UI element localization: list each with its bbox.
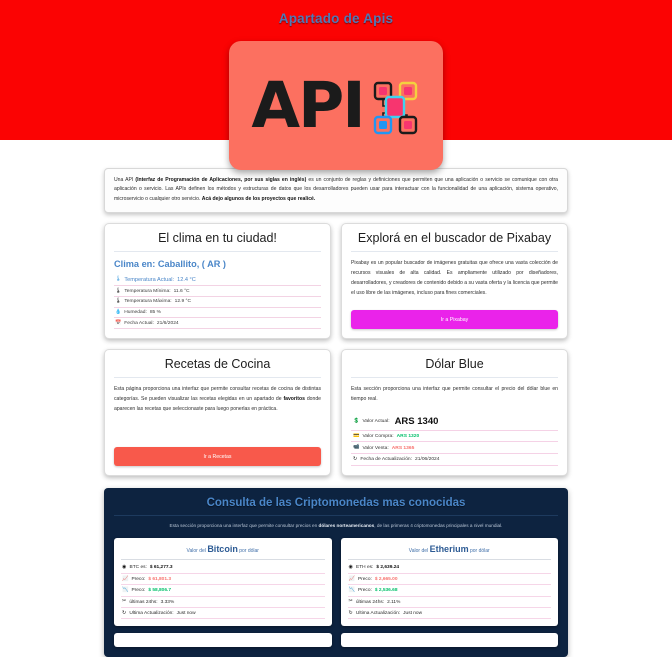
weather-row-max-temp <box>114 297 321 308</box>
weather-value: 12.9 °C <box>174 299 192 305</box>
dolar-card-body: Esta sección proporciona una interfaz que permite consultar el precio del dólar blue en tiempo real. <box>351 386 558 403</box>
crypto-section-subtitle <box>114 516 558 538</box>
calendar-icon: 📅 <box>115 319 122 326</box>
cards-row-2 <box>104 349 568 476</box>
recetas-text-1: Esta página proporciona una interfaz que permite consultar recetas de cocina de distintas categorías. Se pueden visualizar las recetas elegidas en un apartado de <box>114 386 321 403</box>
trend-down-icon: 📉 <box>122 587 129 594</box>
title-post: por dólar <box>468 547 490 554</box>
crypto-row-price-btc <box>121 563 325 574</box>
weather-label: Humedad: <box>124 310 147 316</box>
refresh-icon: ↻ <box>348 609 353 616</box>
intro-lead: Una API <box>114 177 136 183</box>
crypto-value: $ 2,665.00 <box>374 576 398 582</box>
crypto-label: Ultima Actualización: <box>355 610 401 616</box>
weather-card-title: El clima en tu ciudad! <box>114 231 321 252</box>
weather-label: Fecha Actual: <box>124 320 154 326</box>
crypto-sub-1: Esta sección proporciona una interfaz que permite consultar precios en <box>169 523 319 528</box>
crypto-label: Ultima Actualización: <box>129 610 174 616</box>
thermometer-low-icon: 🌡 <box>115 287 122 294</box>
crypto-row-price-eth <box>348 563 552 574</box>
weather-row-date <box>114 318 321 329</box>
hero-banner <box>0 0 672 140</box>
crypto-value: 3.33% <box>160 599 175 605</box>
dolar-value-updated: 21/06/2024 <box>415 457 440 463</box>
crypto-section <box>104 488 568 657</box>
crypto-row-high-btc <box>121 574 325 585</box>
weather-data-list <box>114 274 321 329</box>
coin-name: Etherium <box>429 543 469 554</box>
crypto-card-title-etherium <box>348 544 552 560</box>
crypto-row-updated-eth <box>348 608 552 619</box>
dolar-value-compra: ARS 1320 <box>396 433 420 439</box>
dolar-value-actual: ARS 1340 <box>394 416 439 428</box>
crypto-cards-row-2-partial <box>114 633 558 647</box>
crypto-sub-2: , de las primeras 4 criptomonedas principales a nivel mundial. <box>374 523 503 528</box>
sell-icon: 📹 <box>353 444 360 451</box>
pixabay-card-title: Explorá en el buscador de Pixabay <box>351 231 558 252</box>
crypto-card-etherium <box>341 538 559 627</box>
crypto-card-bitcoin <box>114 538 332 627</box>
crypto-value: Just now <box>403 610 423 616</box>
crypto-value: $ 61,801.3 <box>148 576 172 582</box>
title-pre: Valor del <box>186 547 208 554</box>
dolar-data-list <box>351 413 558 466</box>
main-content <box>0 140 672 657</box>
pixabay-card-body: Pixabay es un popular buscador de imágenes gratuitas que ofrece una vasta colección de recursos visuales de alta calidad. Es ampliamente utilizado por diseñadores, desarrolladores, y creadores de contenido debido a su vasta oferta y la licencia que permite el uso libre de las imágenes, incluso para fines comerciales. <box>351 260 558 297</box>
dolar-card <box>341 349 568 476</box>
percent-icon: ✂ <box>348 598 353 605</box>
recetas-card-title: Recetas de Cocina <box>114 357 321 378</box>
weather-label: Temperatura Máxima: <box>124 299 172 305</box>
weather-card <box>104 223 331 339</box>
pixabay-card <box>341 223 568 339</box>
weather-row-humidity <box>114 308 321 319</box>
cards-row-1 <box>104 223 568 339</box>
recetas-bold-favoritos: favoritos <box>283 396 305 403</box>
crypto-label: ETH es: <box>356 565 374 571</box>
recetas-card <box>104 349 331 476</box>
crypto-cards-row-1 <box>114 538 558 627</box>
title-pre: Valor del <box>408 547 430 554</box>
refresh-icon: ↻ <box>353 456 358 463</box>
crypto-row-low-eth <box>348 585 552 596</box>
dolar-label: Fecha de Actualización: <box>360 457 413 463</box>
weather-value: 21/6/2024 <box>156 320 179 326</box>
recetas-card-body <box>114 385 321 415</box>
trend-up-icon: 📈 <box>122 575 129 582</box>
thermometer-high-icon: 🌡 <box>115 298 122 305</box>
dollar-icon: 💲 <box>353 417 360 424</box>
api-logo-text: API <box>251 68 364 142</box>
weather-value: 11.6 °C <box>173 288 190 294</box>
dolar-row-updated <box>351 454 558 466</box>
weather-value: 85 % <box>149 310 161 316</box>
crypto-row-updated-btc <box>121 608 325 619</box>
api-logo-card <box>229 41 443 170</box>
crypto-row-change-eth <box>348 597 552 608</box>
crypto-row-high-eth <box>348 574 552 585</box>
crypto-label: Preco: <box>357 576 372 582</box>
weather-label: Temperatura Actual: <box>124 276 175 283</box>
crypto-row-change-btc <box>121 597 325 608</box>
intro-description <box>104 168 568 213</box>
crypto-section-title: Consulta de las Criptomonedas mas conocidas <box>114 497 558 516</box>
trend-down-icon: 📉 <box>348 587 355 594</box>
crypto-label: Preco: <box>131 576 146 582</box>
crypto-value: $ 58,806.7 <box>148 588 172 594</box>
coin-icon: ◉ <box>122 564 127 571</box>
weather-city-label: Clima en: Caballito, ( AR ) <box>114 259 226 270</box>
page-title: Apartado de Apis <box>278 11 394 26</box>
dolar-row-compra <box>351 431 558 443</box>
crypto-value: $ 61,277.3 <box>149 565 173 571</box>
coin-icon: ◉ <box>348 564 354 571</box>
dolar-card-title: Dólar Blue <box>351 357 558 378</box>
go-to-pixabay-button[interactable]: Ir a Pixabay <box>351 310 558 329</box>
crypto-value: 2.11% <box>387 599 401 605</box>
intro-bold-closing: Acá dejo algunos de los proyectos que realicé. <box>201 195 316 202</box>
buy-icon: 💳 <box>353 432 360 439</box>
crypto-card-partial-right <box>341 633 559 647</box>
dolar-value-venta: ARS 1365 <box>391 445 415 451</box>
intro-text: es un conjunto de reglas y definiciones que permiten que una aplicación o servicio se comunique con otra aplicación o servicio. Las APIs definen los métodos y estructuras de datos que los desarrolladores pueden usar para interactuar con la funcionalidad de una aplicación, sistema operativo, microservicio o cualquier otro servicio. <box>114 177 558 202</box>
weather-label: Temperatura Mínima: <box>124 288 171 294</box>
crypto-value: $ 2,536.68 <box>374 588 398 594</box>
coin-name: Bitcoin <box>207 543 238 554</box>
crypto-card-partial-left <box>114 633 332 647</box>
dolar-row-venta <box>351 442 558 454</box>
crypto-value: $ 2,639.24 <box>376 565 400 571</box>
crypto-sub-bold: dólares norteamericanos <box>318 523 375 528</box>
trend-up-icon: 📈 <box>348 575 355 582</box>
dolar-label: Valor Actual: <box>362 419 390 425</box>
intro-bold-definition: (Interfaz de Programación de Aplicaciones, por sus siglas en inglés) <box>135 177 307 183</box>
percent-icon: ✂ <box>122 598 127 605</box>
weather-value: 12.4 °C <box>177 276 196 283</box>
crypto-value: Just now <box>176 610 196 616</box>
weather-row-min-temp <box>114 286 321 297</box>
humidity-icon: 💧 <box>115 309 122 316</box>
api-network-icon <box>369 75 421 137</box>
crypto-label: BTC es: <box>129 565 147 571</box>
refresh-icon: ↻ <box>122 609 127 616</box>
recetas-text-2: donde aparecen las recetas que seleccionaste para luego ponerlas en práctica. <box>114 396 321 413</box>
title-post: por dólar <box>237 547 259 554</box>
crypto-card-title-bitcoin <box>121 544 325 560</box>
crypto-label: Preco: <box>131 588 146 594</box>
weather-row-current-temp <box>114 274 321 286</box>
crypto-label: últimas 24hs: <box>355 599 385 605</box>
dolar-label: Valor Compra: <box>362 433 394 439</box>
crypto-row-low-btc <box>121 585 325 596</box>
crypto-label: Preco: <box>357 588 372 594</box>
thermometer-icon: 🌡 <box>115 276 122 283</box>
go-to-recetas-button[interactable]: Ir a Recetas <box>114 447 321 466</box>
dolar-row-actual <box>351 413 558 431</box>
crypto-label: últimas 24hs: <box>129 599 158 605</box>
dolar-label: Valor Venta: <box>362 445 389 451</box>
